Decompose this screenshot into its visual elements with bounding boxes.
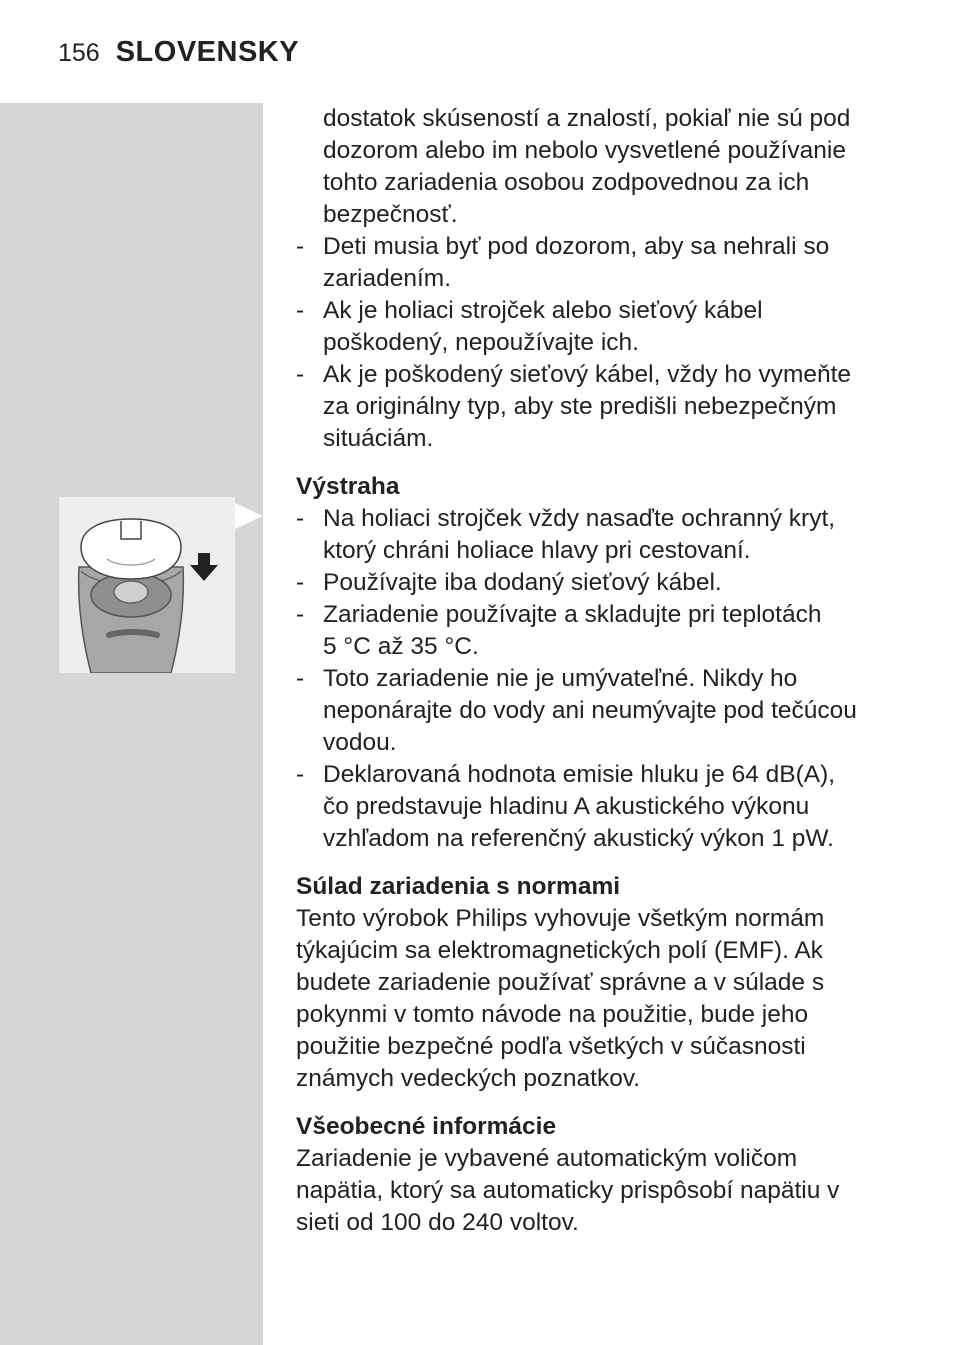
list-item bbox=[296, 359, 896, 455]
list-item bbox=[296, 599, 896, 663]
bullet-text: Ak je holiaci strojček alebo sieťový kábel bbox=[323, 297, 763, 324]
text-line: vodou. bbox=[323, 729, 397, 756]
text-line: ktorý chráni holiace hlavy pri cestovaní. bbox=[323, 537, 751, 564]
bullet-dash: - bbox=[296, 569, 305, 596]
text-line: 5 °C až 35 °C. bbox=[323, 633, 479, 660]
shaver-illustration-drawing bbox=[59, 497, 235, 673]
text-line: neponárajte do vody ani neumývajte pod tečúcou bbox=[323, 697, 857, 724]
text-line: napätia, ktorý sa automaticky prispôsobí napätiu v bbox=[296, 1177, 840, 1204]
arrow-down-icon bbox=[190, 553, 218, 581]
text-line bbox=[296, 359, 896, 391]
text-line: čo predstavuje hladinu A akustického výkonu bbox=[323, 793, 810, 820]
text-line: pokynmi v tomto návode na použitie, bude jeho bbox=[296, 1001, 809, 1028]
list-item bbox=[296, 567, 896, 599]
list-item bbox=[296, 295, 896, 359]
text-line bbox=[296, 567, 896, 599]
text-line: poškodený, nepoužívajte ich. bbox=[323, 329, 639, 356]
callout-pointer bbox=[235, 503, 263, 529]
bullet-dash: - bbox=[296, 233, 305, 260]
warning-heading: Výstraha bbox=[296, 473, 400, 500]
bullet-dash: - bbox=[296, 361, 305, 388]
text-line: použitie bezpečné podľa všetkých v súčasnosti bbox=[296, 1033, 806, 1060]
bullet-text: Deti musia byť pod dozorom, aby sa nehrali so bbox=[323, 233, 830, 260]
text-line: dozorom alebo im nebolo vysvetlené používanie bbox=[323, 137, 846, 164]
shaver-protection-cap-illustration bbox=[59, 497, 235, 673]
text-line: Zariadenie je vybavené automatickým voličom bbox=[296, 1145, 798, 1172]
list-item bbox=[296, 663, 896, 759]
list-item bbox=[296, 503, 896, 567]
text-line: vzhľadom na referenčný akustický výkon 1 pW. bbox=[323, 825, 834, 852]
text-line: situáciám. bbox=[323, 425, 434, 452]
list-item bbox=[296, 759, 896, 855]
text-line bbox=[296, 599, 896, 631]
text-line: za originálny typ, aby ste predišli nebezpečným bbox=[323, 393, 837, 420]
page-number: 156 bbox=[58, 39, 100, 67]
bullet-text: Deklarovaná hodnota emisie hluku je 64 dB(A), bbox=[323, 761, 836, 788]
bullet-text: Ak je poškodený sieťový kábel, vždy ho vymeňte bbox=[323, 361, 852, 388]
text-line: týkajúcim sa elektromagnetických polí (EMF). Ak bbox=[296, 937, 823, 964]
bullet-text: Na holiaci strojček vždy nasaďte ochranný kryt, bbox=[323, 505, 836, 532]
bullet-text: Používajte iba dodaný sieťový kábel. bbox=[323, 569, 722, 596]
text-line bbox=[296, 295, 896, 327]
bullet-dash: - bbox=[296, 601, 305, 628]
text-line: sieti od 100 do 240 voltov. bbox=[296, 1209, 579, 1236]
continuation-paragraph bbox=[296, 103, 896, 231]
text-line bbox=[296, 663, 896, 695]
text-line: bezpečnosť. bbox=[323, 201, 458, 228]
compliance-paragraph bbox=[296, 903, 896, 1095]
text-line: známych vedeckých poznatkov. bbox=[296, 1065, 641, 1092]
warning-bullet-list bbox=[296, 503, 896, 855]
text-line: dostatok skúseností a znalostí, pokiaľ nie sú pod bbox=[323, 105, 851, 132]
safety-bullet-list bbox=[296, 231, 896, 455]
text-line bbox=[296, 503, 896, 535]
text-line: tohto zariadenia osobou zodpovednou za ich bbox=[323, 169, 810, 196]
bullet-dash: - bbox=[296, 297, 305, 324]
bullet-text: Toto zariadenie nie je umývateľné. Nikdy ho bbox=[323, 665, 798, 692]
general-info-heading: Všeobecné informácie bbox=[296, 1113, 557, 1140]
text-line: zariadením. bbox=[323, 265, 452, 292]
bullet-text: Zariadenie používajte a skladujte pri teplotách bbox=[323, 601, 822, 628]
page-header bbox=[58, 36, 299, 72]
left-margin-column bbox=[0, 103, 263, 1345]
language-section-title: SLOVENSKY bbox=[115, 36, 300, 68]
bullet-dash: - bbox=[296, 665, 305, 692]
compliance-heading: Súlad zariadenia s normami bbox=[296, 873, 621, 900]
text-line bbox=[296, 231, 896, 263]
general-info-paragraph bbox=[296, 1143, 896, 1239]
main-text bbox=[296, 103, 896, 1239]
text-line: Tento výrobok Philips vyhovuje všetkým normám bbox=[296, 905, 825, 932]
list-item bbox=[296, 231, 896, 295]
bullet-dash: - bbox=[296, 761, 305, 788]
bullet-dash: - bbox=[296, 505, 305, 532]
text-line bbox=[296, 759, 896, 791]
text-line: budete zariadenie používať správne a v súlade s bbox=[296, 969, 825, 996]
